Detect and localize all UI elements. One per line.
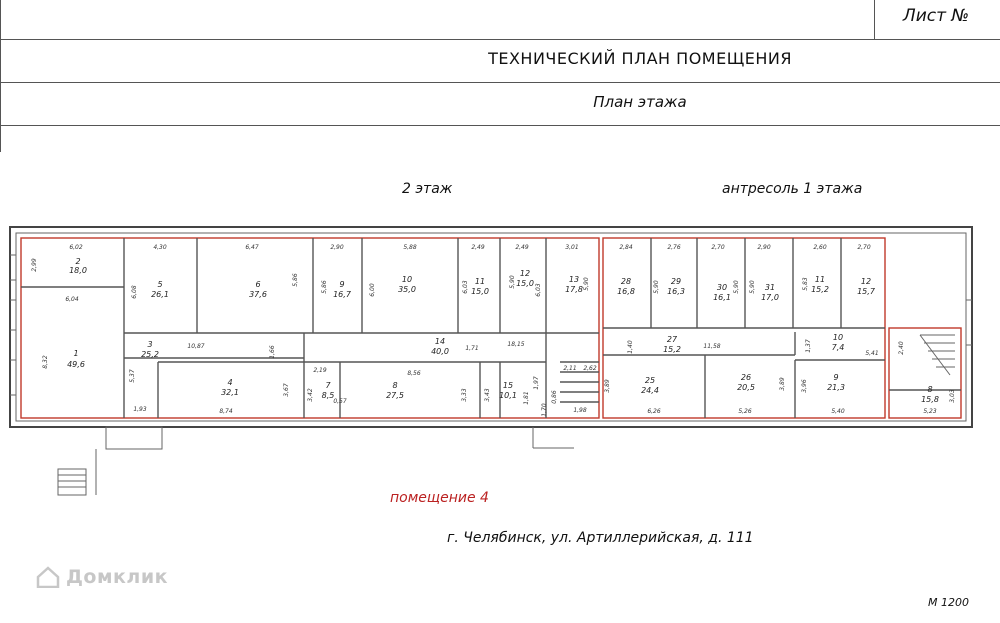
dimension-label: 2,49 (515, 244, 529, 251)
section-label-right: антресоль 1 этажа (722, 181, 863, 197)
room-no: 11 (474, 277, 486, 286)
dimension-label: 6,02 (69, 244, 83, 251)
room-area: 26,1 (151, 290, 169, 299)
dimension-label: 1,93 (133, 406, 147, 413)
dimension-label: 3,43 (484, 388, 491, 402)
dimension-label: 5,90 (733, 280, 740, 294)
interior-walls (21, 238, 961, 418)
dimension-label: 6,03 (462, 280, 469, 294)
sheet-number-label: Лист № (902, 6, 970, 26)
dimension-label: 3,89 (779, 377, 786, 391)
dimension-label: 2,90 (757, 244, 771, 251)
room-area: 25,2 (141, 350, 159, 359)
dimension-label: 1,97 (533, 376, 540, 390)
dimension-label: 3,03 (949, 389, 956, 403)
dimension-label: 5,86 (292, 273, 299, 287)
dimension-label: 6,03 (535, 283, 542, 297)
dimension-label: 0,57 (333, 398, 347, 405)
dimension-label: 2,40 (898, 341, 905, 355)
house-logo-icon (36, 566, 60, 588)
dimension-label: 5,41 (865, 350, 879, 357)
dimension-label: 3,01 (565, 244, 579, 251)
dimension-label: 1,71 (465, 345, 479, 352)
dimension-label: 6,08 (131, 285, 138, 299)
room-area: 18,0 (69, 266, 87, 275)
room-area: 16,3 (667, 287, 685, 296)
dimension-label: 6,04 (65, 296, 79, 303)
dimension-label: 5,90 (653, 280, 660, 294)
room-no: 11 (814, 275, 826, 284)
room-area: 16,1 (713, 293, 731, 302)
room-no: 2 (75, 257, 81, 266)
room-area: 15,2 (663, 345, 681, 354)
dimension-label: 2,84 (619, 244, 633, 251)
dimension-label: 5,37 (129, 369, 136, 383)
room-no: 30 (716, 283, 728, 292)
room-no: 4 (227, 378, 233, 387)
room-area: 15,7 (857, 287, 875, 296)
dimension-label: 3,96 (801, 379, 808, 393)
premise-label: помещение 4 (390, 490, 489, 506)
windows (10, 255, 972, 395)
dimension-label: 6,47 (245, 244, 259, 251)
room-area: 17,0 (761, 293, 779, 302)
dimension-label: 2,62 (583, 365, 597, 372)
room-area: 37,6 (249, 290, 267, 299)
room-area: 15,8 (921, 395, 939, 404)
dimension-label: 5,23 (923, 408, 937, 415)
room-no: 13 (568, 275, 580, 284)
room-area: 8,5 (321, 391, 335, 400)
building-outline (10, 227, 972, 427)
dimension-label: 5,90 (749, 280, 756, 294)
dimension-label: 5,83 (802, 277, 809, 291)
room-no: 6 (255, 280, 261, 289)
document-title: ТЕХНИЧЕСКИЙ ПЛАН ПОМЕЩЕНИЯ (488, 49, 792, 68)
document-subtitle: План этажа (593, 93, 687, 111)
room-no: 10 (401, 275, 413, 284)
room-no: 8 (392, 381, 398, 390)
room-no: 14 (434, 337, 446, 346)
dimension-label: 1,66 (269, 345, 276, 359)
dimension-label: 4,30 (153, 244, 167, 251)
dimension-label: 2,49 (471, 244, 485, 251)
room-no: 31 (764, 283, 776, 292)
dimension-label: 2,19 (313, 367, 327, 374)
room-no: 5 (157, 280, 163, 289)
room-area: 35,0 (398, 285, 416, 294)
room-no: 15 (502, 381, 514, 390)
room-area: 15,0 (516, 279, 534, 288)
room-no: 29 (670, 277, 682, 286)
room-no: 8 (927, 385, 933, 394)
dimension-label: 5,26 (738, 408, 752, 415)
room-area: 17,8 (565, 285, 583, 294)
dimension-label: 5,86 (321, 280, 328, 294)
scale-label: М 1200 (928, 596, 969, 609)
room-no: 25 (644, 376, 656, 385)
room-area: 24,4 (641, 386, 659, 395)
dimension-label: 0,86 (551, 390, 558, 404)
room-area: 49,6 (67, 360, 85, 369)
room-area: 20,5 (737, 383, 755, 392)
dimension-label: 2,70 (857, 244, 871, 251)
room-no: 9 (339, 280, 345, 289)
dimension-label: 2,90 (330, 244, 344, 251)
room-no: 12 (519, 269, 531, 278)
dimension-label: 11,58 (703, 343, 721, 350)
room-area: 32,1 (221, 388, 239, 397)
dimension-label: 2,11 (563, 365, 577, 372)
stair-right (920, 335, 955, 375)
dimension-label: 3,33 (461, 388, 468, 402)
room-no: 28 (620, 277, 632, 286)
dimension-label: 1,37 (805, 339, 812, 353)
dimension-label: 3,89 (604, 379, 611, 393)
dimension-label: 10,87 (187, 343, 205, 350)
dimension-label: 1,40 (627, 340, 634, 354)
dimension-label: 2,70 (711, 244, 725, 251)
room-area: 16,7 (333, 290, 351, 299)
room-no: 1 (73, 349, 79, 358)
dimension-label: 2,76 (667, 244, 681, 251)
dimension-label: 3,42 (307, 388, 314, 402)
dimension-label: 1,98 (573, 407, 587, 414)
dimension-label: 8,32 (42, 355, 49, 369)
dimension-label: 8,74 (219, 408, 233, 415)
dimension-label: 6,00 (369, 283, 376, 297)
room-area: 16,8 (617, 287, 635, 296)
watermark-text: Домклик (66, 566, 169, 588)
room-area: 27,5 (386, 391, 404, 400)
dimension-label: 2,60 (813, 244, 827, 251)
room-area: 15,0 (471, 287, 489, 296)
room-no: 7 (325, 381, 331, 390)
dimension-label: 5,88 (403, 244, 417, 251)
dimension-label: 5,90 (583, 277, 590, 291)
room-area: 40,0 (431, 347, 449, 356)
dimension-label: 1,70 (541, 403, 548, 417)
room-no: 27 (666, 335, 678, 344)
room-area: 15,2 (811, 285, 829, 294)
room-no: 26 (740, 373, 752, 382)
stair-entrance (58, 427, 574, 495)
dimension-label: 8,56 (407, 370, 421, 377)
room-area: 10,1 (499, 391, 517, 400)
dimension-label: 1,81 (523, 391, 530, 405)
dimension-label: 3,67 (283, 383, 290, 397)
room-area: 21,3 (827, 383, 845, 392)
dimension-label: 2,99 (31, 258, 38, 272)
dimension-label: 5,40 (831, 408, 845, 415)
dimension-label: 6,26 (647, 408, 661, 415)
room-no: 10 (832, 333, 844, 342)
dimension-label: 5,90 (509, 275, 516, 289)
room-area: 7,4 (831, 343, 845, 352)
dimension-label: 18,15 (507, 341, 525, 348)
room-no: 3 (147, 340, 153, 349)
address-label: г. Челябинск, ул. Артиллерийская, д. 111 (447, 530, 754, 546)
watermark (36, 566, 168, 588)
section-label-left: 2 этаж (402, 181, 453, 197)
room-no: 12 (860, 277, 872, 286)
room-no: 9 (833, 373, 839, 382)
